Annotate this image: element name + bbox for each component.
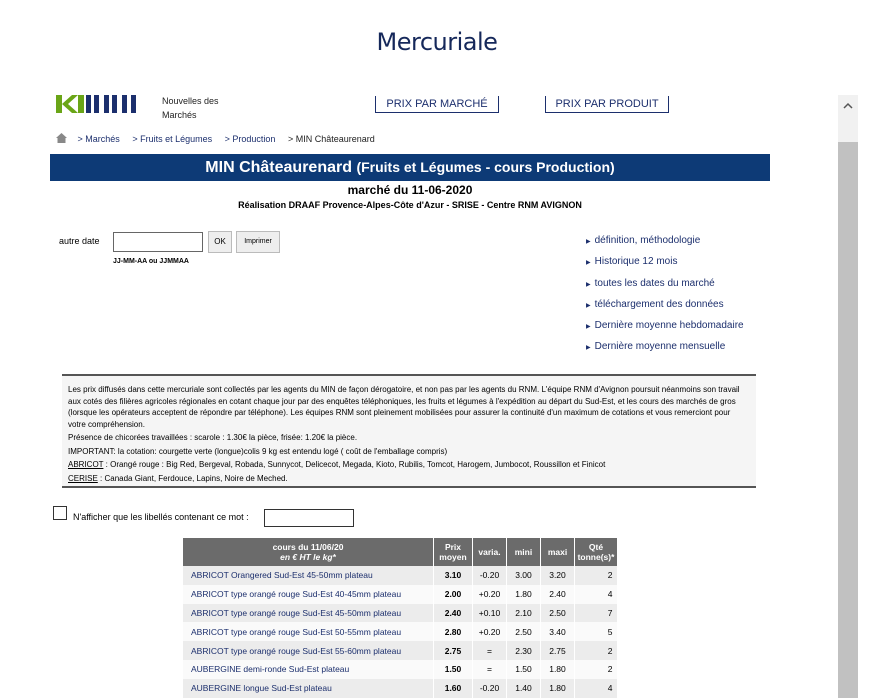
variation: = [473, 660, 507, 679]
mini: 2.10 [507, 604, 541, 623]
logo-line-1: Nouvelles des [162, 96, 219, 106]
quantite: 4 [575, 679, 618, 698]
home-icon[interactable] [56, 133, 67, 143]
date-label: autre date [59, 236, 100, 246]
header-maxi: maxi [541, 538, 575, 566]
market-date: marché du 11-06-2020 [347, 183, 473, 197]
filter-checkbox[interactable] [53, 506, 67, 520]
breadcrumb [56, 133, 385, 144]
date-input[interactable] [113, 232, 203, 252]
mini: 1.50 [507, 660, 541, 679]
variation: = [473, 641, 507, 660]
prix-moyen: 2.75 [434, 641, 473, 660]
ok-button[interactable]: OK [208, 231, 232, 253]
quantite: 2 [575, 641, 618, 660]
header-cours: cours du 11/06/20 en € HT le kg* [183, 538, 434, 566]
prix-moyen: 1.60 [434, 679, 473, 698]
print-button[interactable]: Imprimer [236, 231, 280, 253]
variation: +0.20 [473, 585, 507, 604]
table-row[interactable] [183, 660, 617, 679]
scrollbar-thumb[interactable] [838, 142, 858, 698]
prix-moyen: 2.00 [434, 585, 473, 604]
product-name[interactable]: AUBERGINE longue Sud-Est plateau [183, 679, 434, 698]
triangle-right-icon: ▶ [586, 239, 591, 245]
side-links [586, 235, 744, 363]
table-row[interactable] [183, 566, 617, 585]
maxi: 2.40 [541, 585, 575, 604]
link-definition[interactable]: ▶ définition, méthodologie [586, 235, 701, 246]
product-name[interactable]: ABRICOT type orangé rouge Sud-Est 55-60mm plateau [183, 641, 434, 660]
date-format-hint: JJ-MM-AA ou JJMMAA [113, 258, 189, 265]
table-row[interactable] [183, 641, 617, 660]
triangle-right-icon: ▶ [586, 260, 591, 267]
notice-paragraph-1: Les prix diffusés dans cette mercuriale sont collectés par les agents du MIN de façon dérogatoire, et non pas par les agents du RNM. L'équipe RNM d'Avignon poursuit néanmoins son travail aux cotés des filières agricoles régionales en cotant chaque jour par des enquêtes téléphoniques, les fruits et légumes à l'expédition au départ du Sud-Est, et les cours des marchés de gros (lorsque les opérateurs acceptent de répondre par téléphone). Les équipes RNM sont pleinement mobilisées pour assurer la continuité d'un maximum de cotations et vous remerciont pour votre compréhension. [68, 385, 740, 429]
prix-moyen: 2.80 [434, 622, 473, 641]
prix-par-produit-button[interactable]: PRIX PAR PRODUIT [545, 96, 669, 113]
maxi: 2.50 [541, 604, 575, 623]
product-name[interactable]: ABRICOT Orangered Sud-Est 45-50mm plateau [183, 566, 434, 585]
link-historique[interactable]: ▶ Historique 12 mois [586, 256, 678, 268]
notice-paragraph-3: IMPORTANT: la cotation: courgette verte (longue)colis 9 kg est entendu logé ( coût de l'emballage compris) [68, 446, 448, 456]
prix-moyen: 2.40 [434, 604, 473, 623]
banner-title: MIN Châteaurenard [205, 159, 352, 176]
table-row[interactable] [183, 585, 617, 604]
quantite: 2 [575, 660, 618, 679]
breadcrumb-fruits-legumes[interactable]: > Fruits et Légumes [132, 134, 213, 144]
banner-subtitle: (Fruits et Légumes - cours Production) [356, 159, 615, 175]
logo-text [162, 94, 219, 122]
variation: +0.10 [473, 604, 507, 623]
variation: -0.20 [473, 679, 507, 698]
prix-moyen: 3.10 [434, 566, 473, 585]
product-name[interactable]: ABRICOT type orangé rouge Sud-Est 40-45mm plateau [183, 585, 434, 604]
header-mini: mini [507, 538, 541, 566]
link-telechargement[interactable]: ▶ téléchargement des données [586, 298, 724, 310]
header-prix: Prix moyen [434, 538, 473, 566]
header-qte: Qté tonne(s)* [575, 538, 618, 566]
page-title: Mercuriale [376, 28, 498, 56]
triangle-right-icon: ▶ [586, 324, 591, 331]
quantite: 5 [575, 622, 618, 641]
link-moyenne-hebdo[interactable]: ▶ Dernière moyenne hebdomadaire [586, 320, 744, 332]
maxi: 2.75 [541, 641, 575, 660]
chevron-up-icon[interactable] [838, 95, 858, 115]
notice-box [62, 374, 756, 488]
link-moyenne-mensuelle[interactable]: ▶ Dernière moyenne mensuelle [586, 341, 726, 353]
maxi: 1.80 [541, 679, 575, 698]
product-name[interactable]: ABRICOT type orangé rouge Sud-Est 50-55mm plateau [183, 622, 434, 641]
link-dates[interactable]: ▶ toutes les dates du marché [586, 277, 715, 289]
table-header [183, 538, 617, 566]
mini: 2.50 [507, 622, 541, 641]
price-table [183, 538, 618, 698]
product-name[interactable]: AUBERGINE demi-ronde Sud-Est plateau [183, 660, 434, 679]
table-row[interactable] [183, 679, 617, 698]
breadcrumb-production[interactable]: > Production [224, 134, 276, 144]
mini: 1.40 [507, 679, 541, 698]
rnm-logo[interactable] [56, 95, 142, 113]
notice-abricot: ABRICOT : Orangé rouge : Big Red, Bergeval, Robada, Sunnycot, Delicecot, Megada, Kioto, Rubilis, Tomcot, Harogem, Jumbocot, Roussillon et Finicot [68, 460, 606, 469]
header-varia: varia. [473, 538, 507, 566]
prix-par-marche-button[interactable]: PRIX PAR MARCHÉ [375, 96, 499, 113]
breadcrumb-current: > MIN Châteaurenard [287, 134, 375, 144]
variation: -0.20 [473, 566, 507, 585]
variation: +0.20 [473, 622, 507, 641]
logo-line-2: Marchés [162, 110, 197, 120]
maxi: 3.40 [541, 622, 575, 641]
triangle-right-icon: ▶ [586, 302, 591, 309]
market-banner [50, 154, 770, 181]
triangle-right-icon: ▶ [586, 281, 591, 288]
product-name[interactable]: ABRICOT type orangé rouge Sud-Est 45-50mm plateau [183, 604, 434, 623]
notice-paragraph-2: Présence de chicorées travaillées : scarole : 1.30€ la pièce, frisée: 1.20€ la pièce. [68, 433, 358, 442]
prix-moyen: 1.50 [434, 660, 473, 679]
triangle-right-icon: ▶ [586, 345, 591, 352]
filter-label: N'afficher que les libellés contenant ce mot : [73, 512, 249, 522]
quantite: 2 [575, 566, 618, 585]
table-row[interactable] [183, 604, 617, 623]
table-row[interactable] [183, 622, 617, 641]
maxi: 1.80 [541, 660, 575, 679]
mini: 1.80 [507, 585, 541, 604]
realisation-text: Réalisation DRAAF Provence-Alpes-Côte d'Azur - SRISE - Centre RNM AVIGNON [238, 200, 582, 210]
mini: 2.30 [507, 641, 541, 660]
filter-input[interactable] [264, 509, 354, 527]
breadcrumb-marches[interactable]: > Marchés [77, 134, 120, 144]
mini: 3.00 [507, 566, 541, 585]
notice-cerise: CERISE : Canada Giant, Ferdouce, Lapins, Noire de Meched. [68, 473, 288, 483]
quantite: 7 [575, 604, 618, 623]
maxi: 3.20 [541, 566, 575, 585]
quantite: 4 [575, 585, 618, 604]
